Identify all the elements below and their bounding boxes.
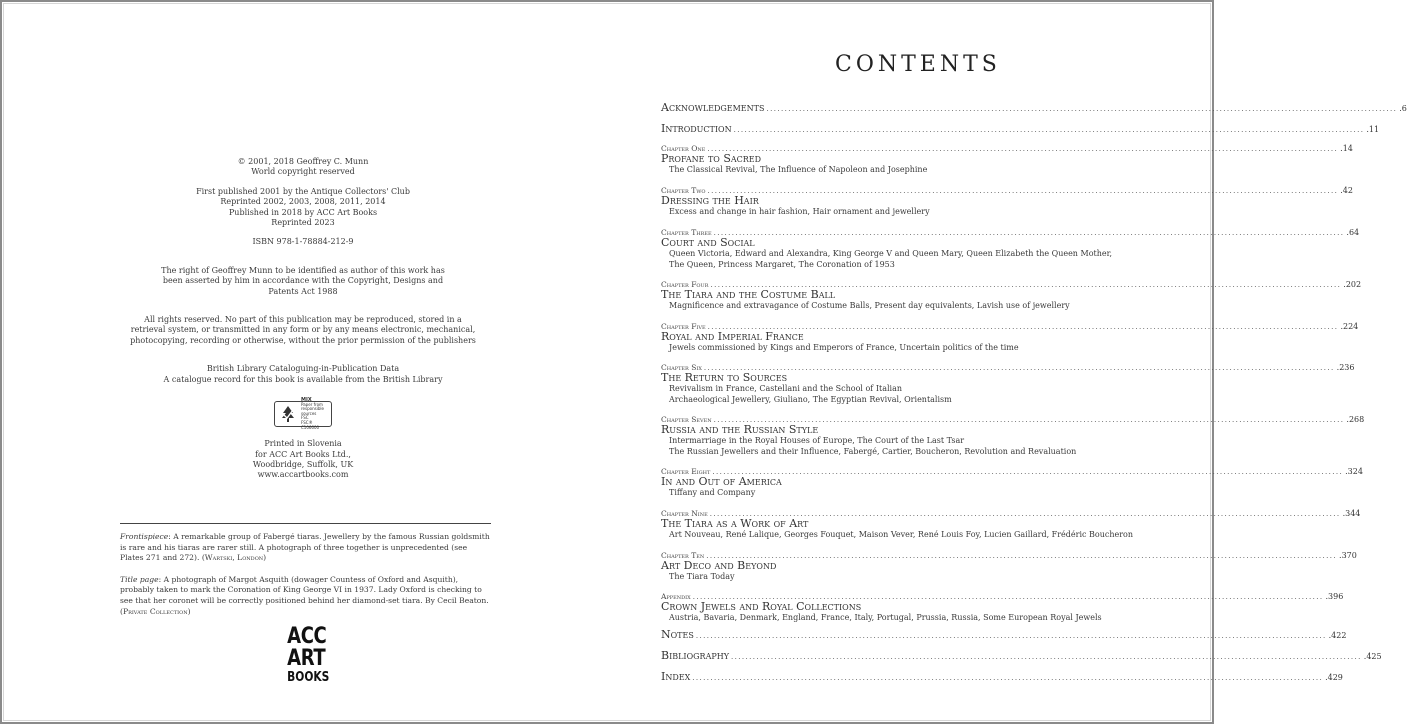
- toc-page: .370: [1339, 551, 1357, 560]
- toc-leader: ..............................................................................................................................................................................: [695, 632, 1327, 640]
- chapter-label: Chapter Four: [661, 280, 709, 289]
- chapter-label: Chapter Three: [661, 228, 712, 237]
- publishing-line: Reprinted 2002, 2003, 2008, 2011, 2014: [220, 197, 386, 207]
- logo-line: ART: [287, 646, 326, 671]
- chapter-subtopics: The Queen, Princess Margaret, The Coronation of 1953: [669, 259, 895, 269]
- fsc-mix: MIX: [301, 397, 312, 404]
- chapter-subtopics: Art Nouveau, René Lalique, Georges Fouquet, Maison Vever, René Louis Foy, Lucien Gaillard, Frédéric Boucheron: [669, 530, 1134, 539]
- toc-entry-index[interactable]: [661, 670, 1343, 683]
- fsc-label: FSC: [301, 415, 309, 421]
- chapter-title: Court and Social: [661, 236, 755, 249]
- toc-chapter-entry[interactable]: [661, 509, 1361, 541]
- fsc-logo: [274, 397, 332, 430]
- toc-leader: ..............................................................................................................................................................................: [712, 468, 1344, 476]
- toc-chapter-entry[interactable]: [661, 186, 1353, 218]
- toc-entry-acknowledgements[interactable]: [661, 101, 1407, 114]
- toc-chapter-entry[interactable]: [661, 322, 1359, 354]
- chapter-title: The Return to Sources: [661, 371, 788, 384]
- chapter-subtopics: Magnificence and extravagance of Costume Balls, Present day equivalents, Lavish use of jewellery: [669, 301, 1070, 310]
- toc-chapter-entry[interactable]: [661, 592, 1344, 624]
- contents-title: CONTENTS: [835, 52, 1001, 77]
- chapter-subtopics: Revivalism in France, Castellani and the School of Italian: [669, 384, 902, 393]
- chapter-label: Chapter Eight: [661, 467, 711, 476]
- chapter-label: Chapter One: [661, 144, 706, 153]
- moral-rights-line: The right of Geoffrey Munn to be identified as author of this work has: [161, 265, 445, 275]
- publishing-line: Published in 2018 by ACC Art Books: [228, 207, 378, 217]
- toc-title: Bibliography: [661, 649, 729, 662]
- frontispiece-caption: [120, 532, 492, 564]
- chapter-subtopics: Excess and change in hair fashion, Hair ornament and jewellery: [669, 207, 930, 216]
- toc-chapter-entry[interactable]: [661, 280, 1362, 312]
- toc-chapter-entry[interactable]: [661, 144, 1353, 176]
- toc-leader: ..............................................................................................................................................................................: [733, 126, 1365, 134]
- caption-label: Title page: [120, 574, 159, 584]
- publishing-line: Reprinted 2023: [271, 218, 335, 228]
- chapter-title: Russia and the Russian Style: [661, 423, 819, 436]
- caption-text: : A photograph of Margot Asquith (dowager Countess of Oxford and Asquith), probably taken to mark the Coronation of King George VI in 1937. Lady Oxford is checking to see that her coronet will be correctly positioned behind her diamond-set tiara. By Cecil Beaton.: [120, 574, 489, 605]
- toc-chapter-entry[interactable]: [661, 363, 1355, 405]
- toc-page: .64: [1346, 228, 1360, 237]
- toc-page: .11: [1366, 125, 1380, 134]
- caption-credit: (Private Collection): [120, 606, 191, 616]
- chapter-title: Dressing the Hair: [661, 194, 759, 207]
- toc-title: Index: [661, 670, 691, 683]
- toc-leader: ..............................................................................................................................................................................: [710, 281, 1342, 289]
- toc-entry-introduction[interactable]: [661, 122, 1380, 135]
- copyright-line: © 2001, 2018 Geoffrey C. Munn: [237, 157, 369, 166]
- moral-rights-line: been asserted by him in accordance with the Copyright, Designs and: [162, 276, 444, 286]
- logo-line: ACC: [287, 624, 327, 649]
- chapter-subtopics: Jewels commissioned by Kings and Emperors of France, Uncertain politics of the time: [669, 343, 1019, 352]
- printing-line: Woodbridge, Suffolk, UK: [252, 459, 354, 469]
- chapter-label: Chapter Ten: [661, 551, 705, 560]
- chapter-label: Chapter Five: [661, 322, 706, 331]
- toc-chapter-entry[interactable]: [661, 228, 1360, 270]
- toc-page: .268: [1346, 415, 1365, 424]
- toc-page: .42: [1340, 186, 1353, 195]
- toc-entry-bibliography[interactable]: [661, 649, 1382, 662]
- chapter-title: Royal and Imperial France: [661, 330, 804, 343]
- chapter-subtopics: The Tiara Today: [669, 572, 735, 581]
- chapter-subtopics: Tiffany and Company: [669, 488, 756, 497]
- toc-title: Acknowledgements: [661, 101, 765, 114]
- caption-label: Frontispiece: [120, 532, 169, 541]
- chapter-title: The Tiara and the Costume Ball: [661, 288, 836, 301]
- toc-leader: ..............................................................................................................................................................................: [692, 674, 1324, 682]
- imprint-block: [120, 157, 486, 481]
- toc-leader: ..............................................................................................................................................................................: [709, 510, 1341, 518]
- chapter-label: Chapter Nine: [661, 509, 708, 518]
- moral-rights-line: Patents Act 1988: [268, 286, 338, 296]
- cip-line: British Library Cataloguing-in-Publication Data: [206, 364, 400, 374]
- toc-entry-notes[interactable]: [661, 628, 1347, 641]
- toc-title: Introduction: [661, 122, 732, 135]
- fsc-line: responsible sources: [301, 406, 324, 416]
- fsc-line: Paper from: [301, 401, 323, 407]
- toc-page: .324: [1345, 467, 1363, 476]
- caption-text: : A remarkable group of Fabergé tiaras. Jewellery by the famous Russian goldsmith is rare and his tiaras are rarer still. A photograph of three together is unprecedented (see Plates 271 and 272).: [120, 532, 490, 563]
- toc-leader: ..............................................................................................................................................................................: [707, 323, 1339, 331]
- chapter-subtopics: The Russian Jewellers and their Influence, Fabergé, Cartier, Boucheron, Revolution and Revaluation: [669, 446, 1077, 456]
- title-page-caption: [120, 575, 492, 617]
- publishing-line: First published 2001 by the Antique Collectors' Club: [196, 186, 410, 196]
- toc-page: .236: [1336, 363, 1355, 372]
- toc-leader: ..............................................................................................................................................................................: [713, 229, 1345, 237]
- toc-chapter-entry[interactable]: [661, 551, 1357, 583]
- cip-line: A catalogue record for this book is available from the British Library: [163, 374, 443, 384]
- printing-line: Printed in Slovenia: [264, 439, 342, 449]
- toc-page: .224: [1340, 322, 1359, 331]
- isbn: ISBN 978-1-78884-212-9: [252, 237, 354, 247]
- toc-leader: ..............................................................................................................................................................................: [707, 145, 1339, 153]
- chapter-label: Chapter Two: [661, 186, 706, 195]
- toc-page: .14: [1340, 144, 1353, 153]
- chapter-subtopics: The Classical Revival, The Influence of Napoleon and Josephine: [669, 165, 928, 174]
- chapter-label: Chapter Seven: [661, 415, 712, 424]
- chapter-title: Profane to Sacred: [661, 152, 762, 165]
- chapter-title: Crown Jewels and Royal Collections: [661, 600, 862, 613]
- chapter-title: In and Out of America: [661, 475, 782, 488]
- chapter-title: The Tiara as a Work of Art: [661, 517, 809, 530]
- toc-leader: ..............................................................................................................................................................................: [713, 416, 1345, 424]
- toc-page: .396: [1325, 592, 1344, 601]
- toc-leader: ..............................................................................................................................................................................: [766, 105, 1398, 113]
- toc-page: .422: [1328, 631, 1347, 640]
- caption-credit: (Wartski, London): [201, 553, 267, 563]
- toc-leader: ..............................................................................................................................................................................: [706, 552, 1338, 560]
- printing-line: www.accartbooks.com: [257, 470, 349, 480]
- toc-page: .6: [1399, 104, 1407, 113]
- fsc-tree-checkmark-icon: [279, 405, 297, 423]
- logo-line: BOOKS: [287, 670, 330, 685]
- rights-line: retrieval system, or transmitted in any form or by any means electronic, mechanical,: [130, 325, 476, 335]
- chapter-label: Chapter Six: [661, 363, 702, 372]
- chapter-subtopics: Queen Victoria, Edward and Alexandra, King George V and Queen Mary, Queen Elizabeth the Queen Mother,: [669, 249, 1113, 258]
- divider: [120, 523, 491, 524]
- toc-chapter-entry[interactable]: [661, 467, 1363, 499]
- chapter-subtopics: Intermarriage in the Royal Houses of Europe, The Court of the Last Tsar: [669, 436, 965, 445]
- toc-page: .344: [1342, 509, 1361, 518]
- printing-line: for ACC Art Books Ltd.,: [255, 449, 351, 459]
- toc-leader: ..............................................................................................................................................................................: [731, 653, 1362, 661]
- toc-page: .202: [1343, 280, 1362, 289]
- rights-line: All rights reserved. No part of this publication may be reproduced, stored in a: [144, 315, 462, 325]
- toc-leader: ..............................................................................................................................................................................: [692, 593, 1324, 601]
- toc-leader: ..............................................................................................................................................................................: [703, 364, 1335, 372]
- captions: [120, 532, 492, 628]
- chapter-label: Appendix: [661, 592, 691, 601]
- toc-page: .425: [1363, 652, 1382, 661]
- toc-chapter-entry[interactable]: [661, 415, 1365, 457]
- rights-line: photocopying, recording or otherwise, without the prior permission of the publishers: [130, 335, 476, 345]
- fsc-code: FSC® C106600: [301, 419, 320, 430]
- chapter-title: Art Deco and Beyond: [661, 559, 777, 572]
- chapter-subtopics: Austria, Bavaria, Denmark, England, France, Italy, Portugal, Prussia, Russia, Some European Royal Jewels: [669, 613, 1102, 622]
- chapter-subtopics: Archaeological Jewellery, Giuliano, The Egyptian Revival, Orientalism: [669, 394, 952, 404]
- toc-page: .429: [1325, 673, 1343, 682]
- copyright-line: World copyright reserved: [251, 167, 355, 177]
- acc-art-books-logo: [283, 626, 329, 685]
- toc-leader: ..............................................................................................................................................................................: [707, 187, 1339, 195]
- toc-title: Notes: [661, 628, 694, 641]
